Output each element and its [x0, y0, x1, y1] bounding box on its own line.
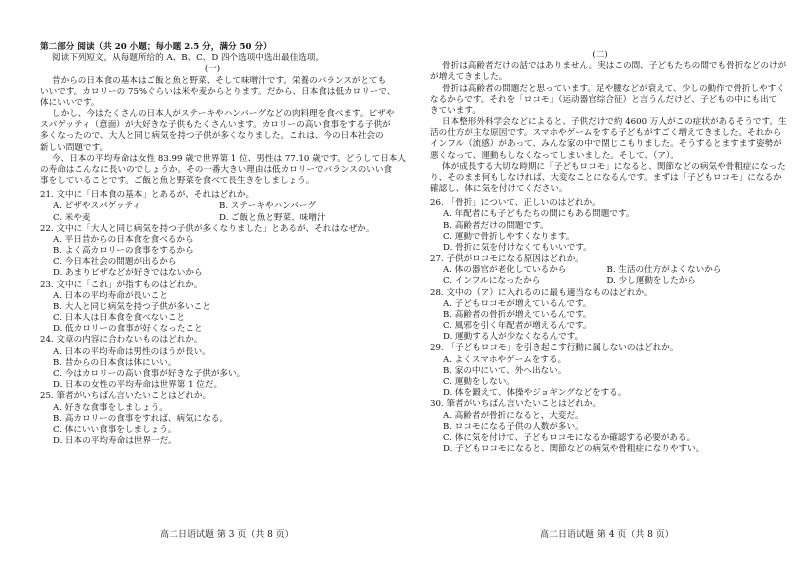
option-25a[interactable]: A. 好きな食事をしましょう。: [53, 402, 168, 413]
option-27d[interactable]: D. 少し運動をしたから: [606, 276, 696, 287]
passage2-line: 活の仕方が主な原因です。スマホやゲームをする子どもがすごく増えてきました。それから: [430, 128, 782, 139]
option-21d[interactable]: D. ご飯と魚と野菜、味噌汁: [219, 212, 326, 223]
passage2-line: なるからです。それを「ロコモ」（运动器官综合征）と言うんだけど、子どもの中にも出て: [430, 94, 778, 105]
right-page: [430, 50, 787, 455]
option-23c[interactable]: C. 日本人は日本食を食べないこと: [53, 313, 186, 324]
instruction: 阅读下列短文，从每题所给的 A、B、C、D 四个选项中选出最佳选项。: [52, 53, 325, 64]
passage2-line: 確認し、体に気を付けてください。: [430, 184, 568, 195]
option-27a[interactable]: A. 体の器官が老化しているから: [443, 265, 567, 276]
passage-title-2: (二): [592, 50, 608, 60]
passage2-line: 体が成長する大切な時期に「子どもロコモ」になると、関節などの病気や骨粗症になった: [442, 161, 786, 172]
option-29b[interactable]: B. 家の中にいて、外へ出ない。: [443, 365, 567, 376]
question-28: 28. 文中の（ア）に入れるのに最も適当なものはどれか。: [430, 287, 653, 298]
option-24b[interactable]: B. 昔からの日本食は体にいい。: [53, 357, 177, 368]
passage2-line: 骨折は高齢者の問題だと思っています。足や腰などが衰えて、少しの動作で骨折しやすく: [442, 83, 785, 94]
option-28c[interactable]: C. 風邪を引く年配者が増えるんです。: [443, 321, 592, 332]
option-28d[interactable]: D. 運動する人が少なくなるんです。: [443, 332, 584, 343]
option-25c[interactable]: C. 体にいい食事をしましょう。: [53, 424, 177, 435]
question-21: 21. 文中に「日本食の基本」とあるが、それはどれか。: [40, 190, 255, 201]
option-27c[interactable]: C. インフルになったから: [443, 276, 541, 287]
option-30a[interactable]: A. 高齢者が骨折になると、大変だ。: [443, 410, 584, 421]
option-30b[interactable]: B. ロコモになる子供の人数が多い。: [443, 421, 584, 432]
option-28b[interactable]: B. 高齢者の骨折が増えているんです。: [443, 309, 592, 320]
option-23d[interactable]: D. 低カロリーの食事が好くなったこと: [53, 324, 203, 335]
question-25: 25. 筆者がいちばん言いたいことはどれか。: [40, 391, 212, 402]
passage1-line: 新しい問題です。: [40, 142, 109, 153]
passage2-line: が増えてきました。: [430, 72, 508, 83]
option-22d[interactable]: D. あまりピザなどが好きではないから: [53, 268, 203, 279]
option-26d[interactable]: D. 骨折に気を付けなくてもいいです。: [443, 242, 592, 253]
passage1-line: 今、日本の平均寿命は女性 83.99 歳で世界第 1 位、男性は 77.10 歳です。どうして日本人: [52, 153, 406, 164]
passage1-line: しかし、今はたくさんの日本人がステーキやハンバーグなどの肉料理を食べます。ピザや: [52, 109, 395, 120]
page-footer-right: 高二日语试题 第 4 页（共 8 页）: [540, 530, 674, 540]
option-23b[interactable]: B. 大人と同じ病気を持つ子供が多いこと: [53, 301, 211, 312]
passage2-line: 骨折は高齢者だけの話ではありません。実はこの間、子どもたちの間でも骨折などのけが: [442, 61, 787, 72]
option-26a[interactable]: A. 年配者にも子どもたちの間にもある問題です。: [443, 209, 635, 220]
passage2-line: り、そのまま何もしなければ、大変なことになるんです。まずは「子どもロコモ」になるか: [430, 172, 782, 183]
passage2-line: 日本整形外科学会などによると、子供だけで約 4600 万人がこの症状があるそうです。生: [442, 117, 787, 128]
option-26b[interactable]: B. 高齢者だけの問題です。: [443, 220, 549, 231]
passage1-line: の寿命はこんなに長いのでしょうか。その一番大きい理由は低カロリーでバランスのいい食: [40, 164, 393, 175]
option-21b[interactable]: B. ステーキやハンバーグ: [219, 201, 316, 212]
passage1-line: 事をしていることです。ご飯と魚と野菜を食べて長生きをしましょう。: [40, 176, 315, 187]
option-24d[interactable]: D. 日本の女性の平均寿命は世界第 1 位だ。: [53, 380, 223, 391]
passage2-line: インフル（流感）があって、みんな家の中で閉じこもりました。そうするとますます姿勢が: [430, 139, 782, 150]
option-26c[interactable]: C. 運動で骨折しやすくなります。: [443, 231, 575, 242]
question-22: 22. 文中に「大人と同じ病気を持つ子供が多くなりました」とあるが、それはなぜか。: [40, 223, 375, 234]
option-21a[interactable]: A. ピザやスパゲッティ: [53, 201, 141, 212]
passage1-line: 昔からの日本食の基本はご飯と魚と野菜、そして味噌汁です。栄養のバランスがとても: [52, 75, 387, 86]
passage-title-1: (一): [204, 64, 221, 75]
option-22b[interactable]: B. よく高カロリーの食事をするから: [53, 246, 194, 257]
option-29a[interactable]: A. よくスマホやゲームをする。: [443, 354, 567, 365]
option-29d[interactable]: D. 体を鍛えて、体操やジョギングなどをする。: [443, 388, 627, 399]
option-23a[interactable]: A. 日本の平均寿命が長いこと: [53, 290, 168, 301]
passage2-line: きています。: [430, 105, 481, 116]
option-28a[interactable]: A. 子どもロコモが増えているんです。: [443, 298, 592, 309]
question-30: 30. 筆者がいちばん言いたいことはどれか。: [430, 399, 602, 410]
passage1-line: 体にいいです。: [40, 97, 100, 108]
question-26: 26. 「骨折」について、正しいのはどれか。: [430, 198, 601, 209]
option-22c[interactable]: C. 今日本社会の問題が出るから: [53, 257, 177, 268]
passage2-line: 悪くなって、運動もしなくなってしまいました。そして、（ア）。: [430, 150, 679, 161]
question-24: 24. 文章の内容に合わないものはどれか。: [40, 335, 203, 346]
option-30c[interactable]: C. 体に気を付けて、子どもロコモになるか確認する必要がある。: [443, 432, 696, 443]
option-25d[interactable]: D. 日本の平均寿命は世界一だ。: [53, 436, 177, 447]
passage1-line: スパゲッティ（意面）が大好きな子供もたくさんいます。カロリーの高い食事をする子供が: [40, 120, 391, 131]
question-27: 27. 子供がロコモになる原因はどれか。: [430, 254, 584, 265]
section-header: 第二部分 阅读（共 20 小题；每小题 2.5 分，满分 50 分）: [40, 42, 272, 52]
option-22a[interactable]: A. 平日昔からの日本食を食べるから: [53, 234, 194, 245]
option-29c[interactable]: C. 運動をしない。: [443, 376, 515, 387]
option-25b[interactable]: B. 高カロリーの食事をすれば、病気になる。: [53, 413, 229, 424]
option-27b[interactable]: B. 生活の仕方がよくないから: [606, 265, 722, 276]
option-30d[interactable]: D. 子どもロコモになると、関節などの病気や骨粗症になりやすい。: [443, 444, 705, 455]
option-21c[interactable]: C. 米や麦: [53, 212, 91, 223]
option-24c[interactable]: C. 今はカロリーの高い食事が好きな子供が多い。: [53, 368, 246, 379]
question-23: 23. 文中に「これ」が指すものはどれか。: [40, 279, 203, 290]
passage1-line: いいです。カロリーの 75%ぐらいは米や麦からとります。だから、日本食は低カロリーで、: [40, 86, 396, 97]
question-29: 29. 「子どもロコモ」を引き起こす行動に属しないのはどれか。: [430, 343, 679, 354]
page-footer-left: 高二日语试题 第 3 页（共 8 页）: [160, 530, 294, 540]
passage1-line: 多くなったので、大人と同じ病気を持つ子供が多くなりました。これは、今の日本社会の: [40, 131, 384, 142]
left-page: [40, 42, 406, 447]
option-24a[interactable]: A. 日本の平均寿命は男性のほうが長い。: [53, 346, 211, 357]
